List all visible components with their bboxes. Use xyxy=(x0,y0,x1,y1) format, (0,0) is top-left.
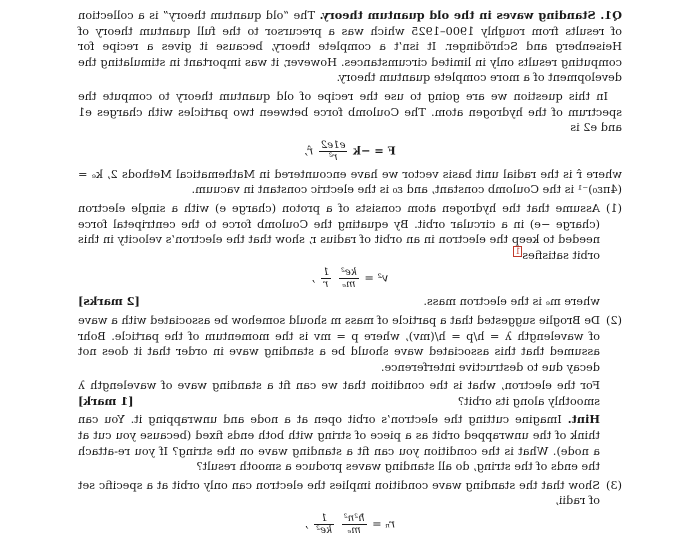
eq2-fraction-2 xyxy=(321,267,331,290)
part-3-number: (3) xyxy=(605,478,622,492)
velocity-equation xyxy=(78,267,622,290)
part-1-marks-row xyxy=(78,294,600,310)
q1-intro-text: The “old quantum theory” is a collection of results from roughly 1900–1925 which was a precursor to the full quantum theory of Heisenberg and Schrödinger. It isn’t a complete theory, because it gives a recipe for computing results only in limited circumstances. However, it was important in stimulating the development of a more complete quantum theory. xyxy=(78,9,622,85)
eq1-numerator: e1e2 xyxy=(320,139,346,151)
part-1-text: Assume that the hydrogen atom consists of a proton (charge e) with a single electron (charge −e) in a circular orbit. By equating the Coulomb force to the centripetal force needed to keep the electron in an orbit of radius r, show that the electron’s velocity in this orbit satisfies xyxy=(78,201,600,262)
eq1-fraction xyxy=(319,140,348,163)
q1-intro-paragraph xyxy=(78,8,622,86)
hint-label: Hint. xyxy=(567,412,600,427)
part-2 xyxy=(78,313,622,375)
eq1-denominator: r² xyxy=(328,151,338,163)
eq1-lhs: F = −k xyxy=(353,143,396,158)
radius-equation xyxy=(78,513,622,536)
q1-paragraph-3: where r̂ is the radial unit basis vector we have encountered in Mathematical Methods 2, kₑ = (4πε₀)⁻¹ is the Coulomb constant, and ε₀ is the electric constant in vacuum. xyxy=(78,167,622,197)
eq2-numerator-1: ke² xyxy=(340,267,357,279)
q1-paragraph-2: In this question we are going to use the recipe of old quantum theory to compute the spectrum of the hydrogen atom. The Coulomb force between two particles with charges e1 and e2 is xyxy=(78,89,622,135)
part-1-where: where mₑ is the electron mass. xyxy=(423,295,600,309)
eq1-rhs: r̂, xyxy=(304,144,314,158)
eq2-denominator-2: r xyxy=(323,279,329,291)
part-2-text: De Broglie suggested that a particle of mass m should somehow be associated with a wave of wavelength λ = h/p = h/(mv), where p = mv is the momentum of the particle. Bohr assumed that this associated wave should be a standing wave in order that it does not decay due to destructive interference. xyxy=(78,313,600,374)
footnote-marker[interactable]: 1 xyxy=(515,246,521,256)
eq2-end: , xyxy=(311,271,316,285)
q1-heading: Q1. Standing waves in the old quantum theory. xyxy=(319,8,622,22)
coulomb-equation xyxy=(78,140,622,163)
part-2-number: (2) xyxy=(605,313,622,327)
eq3-denominator-1: mₑ xyxy=(347,525,361,537)
eq2-denominator-1: mₑ xyxy=(342,279,356,291)
hint-text: Imagine cutting the electron’s orbit open at a node and unwrapping it. You can think of the unwrapped orbit as a piece of string with both ends fixed (because you cut at a node). What is the condition you can fit a standing wave on the string? If you re-attach the ends of the string, do all standing waves produce a smooth result? xyxy=(78,413,600,474)
part-2-question xyxy=(78,378,600,409)
part-1-marks: [2 marks] xyxy=(78,294,140,309)
eq2-lhs: v² = xyxy=(364,271,389,285)
eq3-numerator-1: ħ²n² xyxy=(343,513,365,525)
part-2-hint xyxy=(78,412,600,474)
eq3-denominator-2: ke² xyxy=(316,525,333,537)
document-content xyxy=(78,8,622,540)
part-3 xyxy=(78,478,622,509)
part-1-number: (1) xyxy=(605,201,622,215)
eq3-numerator-2: 1 xyxy=(314,513,334,525)
eq3-lhs: rₙ = xyxy=(372,517,396,531)
part-3-text: Show that the standing wave condition implies the electron can only orbit at a specific set of radii, xyxy=(78,478,600,508)
eq3-fraction-1 xyxy=(342,513,367,536)
eq3-end: , xyxy=(304,517,309,531)
part-2-marks: [1 mark] xyxy=(78,393,134,408)
eq3-fraction-2 xyxy=(314,513,334,536)
eq2-numerator-2: 1 xyxy=(322,267,330,279)
eq2-fraction-1 xyxy=(339,267,359,290)
part-2-question-text: For the electron, what is the condition that we can fit a standing wave of wavelength λ smoothly along its orbit? xyxy=(78,379,600,408)
part-1 xyxy=(78,201,622,263)
